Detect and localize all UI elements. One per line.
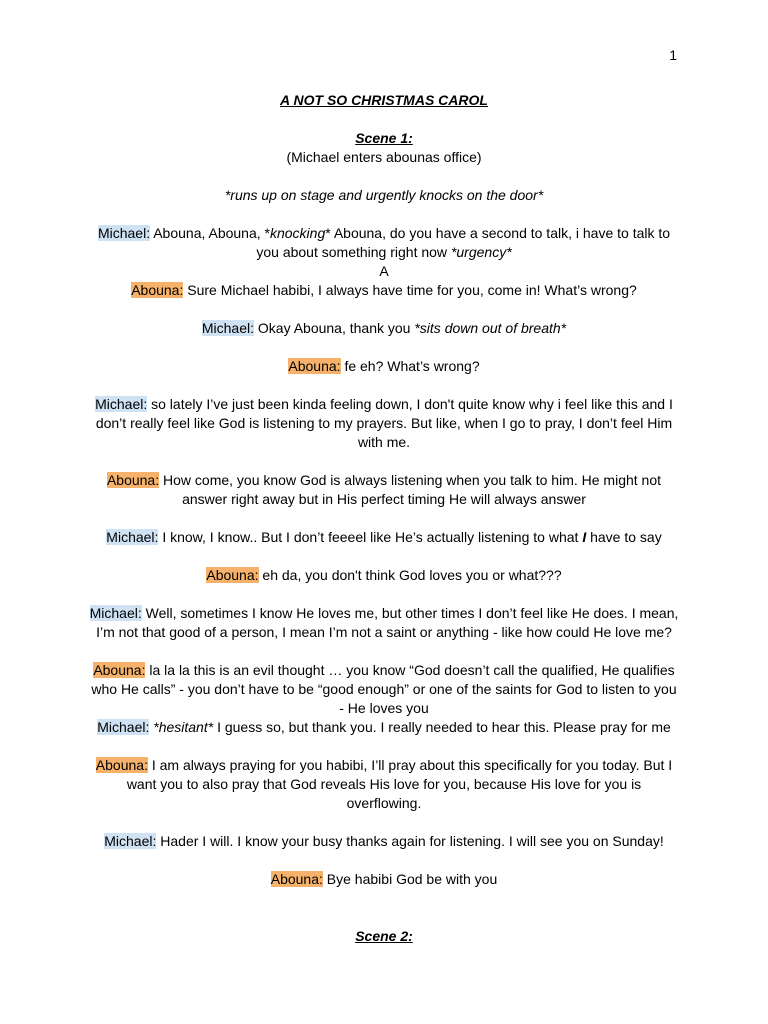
line-text: I am always praying for you habibi, I’ll pray about this specifically for you today. But I want you to also pray that God reveals His love for you, because His love for you is overflowing. [126, 757, 673, 811]
scene-1-setting: (Michael enters abounas office) [286, 149, 482, 165]
script-body [88, 91, 680, 946]
dialogue-line [88, 528, 680, 547]
stage-direction: *runs up on stage and urgently knocks on the door* [224, 187, 544, 203]
line-direction: *urgency* [450, 244, 512, 260]
dialogue-line [88, 224, 680, 262]
dialogue-line [88, 756, 680, 813]
line-text: I guess so, but thank you. I really needed to hear this. Please pray for me [213, 719, 671, 735]
speaker-abouna: Abouna: [131, 282, 184, 298]
line-text: eh da, you don't think God loves you or what??? [258, 567, 562, 583]
dialogue-line [88, 281, 680, 300]
speaker-michael: Michael: [106, 529, 159, 545]
dialogue-line [88, 357, 680, 376]
dialogue-line [88, 832, 680, 851]
dialogue-line [88, 471, 680, 509]
speaker-abouna: Abouna: [270, 871, 323, 887]
speaker-michael: Michael: [89, 605, 142, 621]
speaker-abouna: Abouna: [206, 567, 259, 583]
line-text: have to say [586, 529, 662, 545]
speaker-michael: Michael: [95, 396, 148, 412]
line-text: la la la this is an evil thought … you know “God doesn’t call the qualified, He qualifies who He calls” - you don’t have to be “good enough” or one of the saints for God to listen to you - He loves you [91, 662, 677, 716]
line-text: I know, I know.. But I don’t feeeel like He’s actually listening to what [158, 529, 583, 545]
scene-2-heading: Scene 2: [355, 928, 413, 944]
stray-letter: A [379, 263, 389, 279]
dialogue-line [88, 718, 680, 737]
line-text: fe eh? What’s wrong? [340, 358, 480, 374]
scene-1-heading: Scene 1: [355, 130, 413, 146]
speaker-abouna: Abouna: [93, 662, 146, 678]
line-text: * Abouna, do you have a second to talk, i have to talk to you about something right now [256, 225, 671, 260]
dialogue-line [88, 604, 680, 642]
line-text: Hader I will. I know your busy thanks again for listening. I will see you on Sunday! [156, 833, 664, 849]
line-direction: knocking [269, 225, 326, 241]
line-emphasis: I [582, 529, 587, 545]
speaker-michael: Michael: [97, 225, 151, 241]
speaker-michael: Michael: [104, 833, 157, 849]
dialogue-line [88, 319, 680, 338]
speaker-abouna: Abouna: [288, 358, 341, 374]
line-text: Well, sometimes I know He loves me, but other times I don’t feel like He does. I mean, I’m not that good of a person, I mean I’m not a saint or anything - like how could He love me? [96, 605, 679, 640]
line-text: Abouna, Abouna, * [150, 225, 270, 241]
line-text: so lately I’ve just been kinda feeling down, I don't quite know why i feel like this and I don’t really feel like God is listening to my prayers. But like, when I go to pray, I don’t feel Him with me. [95, 396, 673, 450]
line-text: Bye habibi God be with you [322, 871, 498, 887]
dialogue-line [88, 566, 680, 585]
line-direction: *sits down out of breath* [414, 320, 567, 336]
document-title: A NOT SO CHRISTMAS CAROL [280, 92, 488, 108]
speaker-michael: Michael: [201, 320, 255, 336]
dialogue-line [88, 395, 680, 452]
line-text: Sure Michael habibi, I always have time for you, come in! What’s wrong? [183, 282, 637, 298]
page-number: 1 [669, 47, 677, 63]
speaker-abouna: Abouna: [106, 472, 160, 488]
line-text: How come, you know God is always listening when you talk to him. He might not answer right away but in His perfect timing He will always answer [159, 472, 662, 507]
speaker-abouna: Abouna: [95, 757, 148, 773]
dialogue-line [88, 870, 680, 889]
line-text: Okay Abouna, thank you [254, 320, 415, 336]
dialogue-line [88, 661, 680, 718]
line-direction: *hesitant* [153, 719, 214, 735]
speaker-michael: Michael: [97, 719, 150, 735]
